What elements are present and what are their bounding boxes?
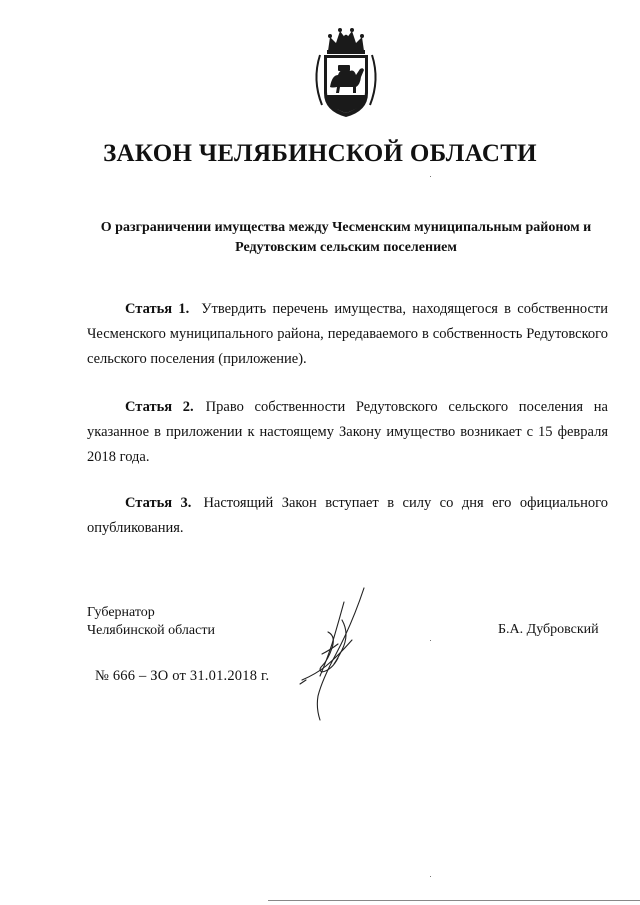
law-number: № 666 – ЗО от 31.01.2018 г. xyxy=(95,668,270,684)
law-subject-line2: Редутовским сельским поселением xyxy=(235,240,457,255)
signatory-name: Б.А. Дубровский xyxy=(498,622,599,637)
scan-speck xyxy=(430,876,431,877)
article-1-label: Статья 1. xyxy=(125,301,190,317)
scan-speck xyxy=(430,176,431,177)
article-2 xyxy=(87,395,608,470)
scan-speck xyxy=(430,640,431,641)
article-3 xyxy=(87,491,608,541)
article-2-label: Статья 2. xyxy=(125,399,194,415)
coat-of-arms-icon xyxy=(310,25,382,121)
document-title: ЗАКОН ЧЕЛЯБИНСКОЙ ОБЛАСТИ xyxy=(103,140,537,167)
law-subject-line1: О разграничении имущества между Чесменским муниципальным районом и xyxy=(100,220,592,235)
article-2-text: Право собственности Редутовского сельского поселения на указанное в приложении к настоящему Закону имущество возникает с 15 февраля 2018 года. xyxy=(87,399,608,465)
article-1 xyxy=(87,297,608,372)
law-subject xyxy=(90,218,602,258)
signatory-position xyxy=(87,604,215,640)
page-bottom-rule xyxy=(268,900,640,901)
article-1-text: Утвердить перечень имущества, находящегося в собственности Чесменского муниципального района, передаваемого в собственность Редутовского сельского поселения (приложение). xyxy=(87,301,608,367)
article-3-text: Настоящий Закон вступает в силу со дня его официального опубликования. xyxy=(87,495,609,536)
handwritten-signature xyxy=(292,584,382,724)
signatory-position-line1: Губернатор xyxy=(87,605,155,620)
article-3-label: Статья 3. xyxy=(125,495,192,511)
signatory-position-line2: Челябинской области xyxy=(87,623,215,638)
